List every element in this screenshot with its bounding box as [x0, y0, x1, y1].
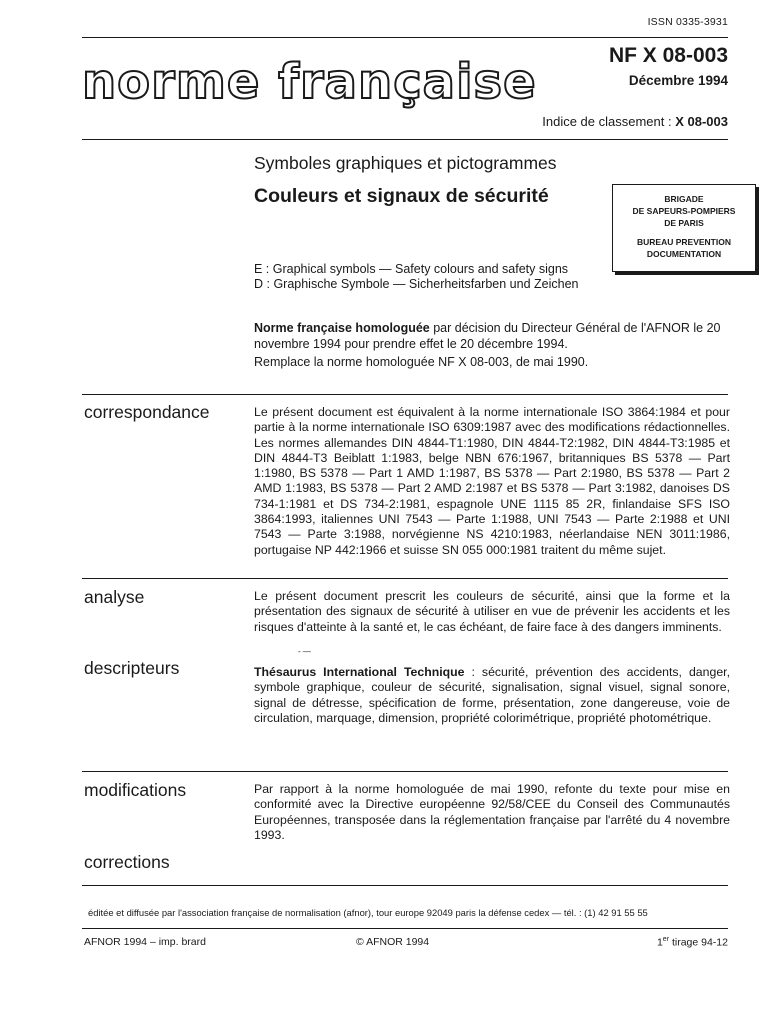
- classification-index: [542, 114, 728, 129]
- editor-line: éditée et diffusée par l'association française de normalisation (afnor), tour europe 92049 paris la défense cedex — tél. : (1) 42 91 55 55: [88, 907, 648, 918]
- stamp-line: DE SAPEURS-POMPIERS: [632, 206, 736, 216]
- document-subtitle: Symboles graphiques et pictogrammes: [254, 153, 557, 173]
- homologation-notice: [254, 320, 734, 370]
- footer-rule-top: [82, 885, 728, 886]
- header-rule-bottom: [82, 139, 728, 140]
- section-text-correspondance: Le présent document est équivalent à la norme internationale ISO 3864:1984 et pour partie à la norme internationale ISO 6309:1987 avec des modifications rédactionnelles. Les normes allemandes DIN 4844-T1:1980, DIN 4844-T2:1982, DIN 4844-T3:1985 et DIN 4844-T3 Beiblatt 1:1983, belge NBN 676:1967, britanniques BS 5378 — Part 1:1980, BS 5378 — Part 1 AMD 1:1987, BS 5378 — Part 2:1980, BS 5378 — Part 2 AMD 1:1983, BS 5378 — Part 2 AMD 2:1987 et BS 5378 — Part 3:1982, danoises DS 734-1:1981 et DS 734-2:1981, espagnole UNE 1115 85 2R, finlandaise SFS ISO 3864:1993, italiennes UNI 7543 — Parte 1:1988, UNI 7543 — Parte 2:1988 et UNI 7543 — Parte 3:1988, norvégienne NS 4210:1983, néerlandaise NEN 3011:1986, portugaise NP 442:1966 et suisse SN 055 000:1981 traitent du même sujet.: [254, 405, 730, 557]
- stamp-line: BRIGADE: [664, 194, 704, 204]
- homologation-replaces: Remplace la norme homologuée NF X 08-003, de mai 1990.: [254, 355, 589, 369]
- homologation-bold: Norme française homologuée: [254, 321, 430, 335]
- print-run-number: 1: [656, 936, 663, 949]
- print-run: [657, 936, 728, 949]
- print-run-text: tirage 94-12: [669, 936, 728, 949]
- section-rule: [82, 394, 728, 395]
- printer-line: AFNOR 1994 – imp. brard: [84, 936, 206, 948]
- section-text-modifications: Par rapport à la norme homologuée de mai 1990, refonte du texte pour mise en conformité avec la Directive européenne 92/58/CEE du Conseil des Communautés Européennes, transposée dans la réglementation française par l'arrêté du 4 novembre 1993.: [254, 782, 730, 842]
- stamp-line: BUREAU PREVENTION: [637, 237, 731, 247]
- section-label-descripteurs: descripteurs: [84, 658, 180, 678]
- descripteurs-terms: : sécurité, prévention des accidents, danger, symbole graphique, couleur de sécurité, signalisation, signal visuel, signal sonore, signal de détresse, spécification de forme, présentation, zone dangereuse, voie de circulation, marquage, dimension, propriété colorimétrique, propriété photométrique.: [254, 665, 730, 725]
- standard-reference: NF X 08-003: [608, 44, 728, 67]
- stamp-line: DE PARIS: [664, 218, 704, 228]
- header-rule-top: [82, 37, 728, 38]
- issn-number: ISSN 0335-3931: [647, 16, 728, 28]
- copyright-line: © AFNOR 1994: [356, 936, 430, 948]
- section-label-modifications: modifications: [84, 780, 187, 800]
- homologation-decision: [254, 320, 734, 352]
- classification-index-label: Indice de classement :: [542, 114, 672, 129]
- section-label-correspondance: correspondance: [84, 402, 210, 422]
- library-stamp: [612, 184, 756, 272]
- section-text-analyse: Le présent document prescrit les couleurs de sécurité, ainsi que la forme et la présentation des signaux de sécurité à utiliser en vue de prévenir les accidents et les risques d'atteinte à la santé et, le cas échéant, de faire face à des dangers imminents.: [254, 589, 730, 634]
- document-title: Couleurs et signaux de sécurité: [254, 185, 549, 207]
- homologation-decision-text: par décision du Directeur Général de l'AFNOR le 20 novembre 1994 pour prendre effet le 20 décembre 1994.: [254, 321, 721, 351]
- section-label-analyse: analyse: [84, 587, 145, 607]
- brand-logo-text: norme française: [82, 54, 537, 110]
- decorative-dash: - —: [298, 647, 311, 656]
- footer-rule-bottom: [82, 928, 728, 929]
- stamp-line: DOCUMENTATION: [646, 249, 722, 259]
- print-run-suffix: er: [662, 936, 670, 943]
- english-title: E : Graphical symbols — Safety colours and safety signs: [254, 262, 569, 276]
- section-rule: [82, 771, 728, 772]
- section-text-descripteurs: [254, 665, 730, 726]
- german-title: D : Graphische Symbole — Sicherheitsfarben und Zeichen: [254, 277, 579, 291]
- publication-date: Décembre 1994: [628, 73, 728, 88]
- section-rule: [82, 578, 728, 579]
- section-label-corrections: corrections: [84, 852, 170, 872]
- descripteurs-thesaurus: Thésaurus International Technique: [254, 665, 465, 679]
- classification-index-value: X 08-003: [675, 114, 728, 129]
